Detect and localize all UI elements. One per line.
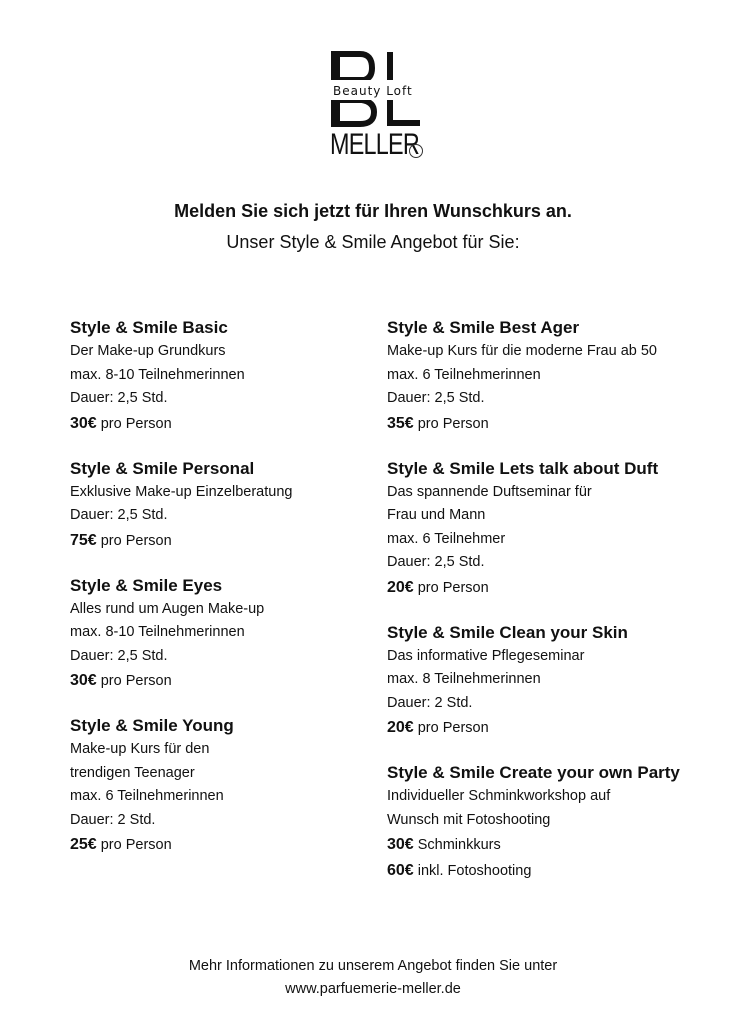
- course-price: [387, 832, 727, 858]
- course-detail: Dauer: 2,5 Std.: [70, 390, 168, 406]
- price-label: pro Person: [413, 579, 489, 596]
- course-block: [387, 621, 727, 742]
- price-label: pro Person: [96, 837, 172, 853]
- price-amount: 30€: [387, 836, 414, 853]
- course-price: [387, 715, 727, 741]
- course-detail: Alles rund um Augen Make-up: [70, 600, 265, 617]
- course-detail: max. 6 Teilnehmerinnen: [70, 788, 224, 804]
- course-block: [387, 316, 727, 437]
- course-price: [70, 832, 370, 858]
- bl-monogram: [300, 48, 450, 128]
- course-detail: Der Make-up Grundkurs: [70, 343, 226, 359]
- course-price: [70, 411, 370, 437]
- course-block: [70, 714, 370, 858]
- course-detail: Dauer: 2,5 Std.: [70, 647, 168, 664]
- price-label: pro Person: [96, 673, 172, 689]
- course-title: Style & Smile Lets talk about Duft: [387, 458, 659, 478]
- course-price: [387, 858, 727, 884]
- course-detail: Dauer: 2,5 Std.: [70, 507, 168, 523]
- price-label: Schminkkurs: [413, 837, 501, 853]
- footer: [0, 955, 746, 1001]
- price-label: pro Person: [96, 532, 172, 549]
- course-price: [387, 411, 727, 437]
- course-title: Style & Smile Young: [70, 716, 234, 735]
- price-amount: 75€: [70, 531, 97, 549]
- course-detail: Dauer: 2,5 Std.: [387, 554, 485, 570]
- footer-info-text: Mehr Informationen zu unserem Angebot finden Sie unter: [188, 958, 558, 974]
- course-column-right: [387, 316, 727, 904]
- course-detail: max. 8-10 Teilnehmerinnen: [70, 366, 245, 383]
- page-headline: Melden Sie sich jetzt für Ihren Wunschkurs an.: [174, 201, 572, 221]
- course-title: Style & Smile Best Ager: [387, 318, 580, 337]
- price-label: inkl. Fotoshooting: [413, 863, 532, 879]
- course-title: Style & Smile Clean your Skin: [387, 622, 628, 642]
- course-detail: Wunsch mit Fotoshooting: [387, 811, 551, 828]
- logo-subtitle: Beauty Loft: [333, 84, 413, 98]
- footer-website-link[interactable]: www.parfuemerie-meller.de: [285, 981, 461, 997]
- page-subline: Unser Style & Smile Angebot für Sie:: [226, 232, 520, 252]
- course-detail: trendigen Teenager: [70, 764, 195, 781]
- course-block: [70, 457, 370, 554]
- course-detail: Dauer: 2 Std.: [70, 811, 156, 828]
- course-block: [70, 316, 370, 437]
- course-title: Style & Smile Create your own Party: [387, 763, 680, 782]
- logo-mark-icon: [409, 144, 423, 158]
- course-block: [70, 574, 370, 695]
- price-amount: 35€: [387, 414, 414, 432]
- price-amount: 60€: [387, 862, 414, 879]
- course-detail: Exklusive Make-up Einzelberatung: [70, 483, 293, 500]
- course-detail: Dauer: 2 Std.: [387, 694, 473, 711]
- course-detail: max. 6 Teilnehmerinnen: [387, 366, 541, 383]
- course-detail: max. 6 Teilnehmer: [387, 530, 506, 547]
- course-detail: Das informative Pflegeseminar: [387, 647, 585, 664]
- price-amount: 30€: [70, 672, 97, 689]
- price-amount: 30€: [70, 414, 97, 432]
- price-amount: 25€: [70, 836, 97, 853]
- course-title: Style & Smile Eyes: [70, 575, 223, 595]
- price-amount: 20€: [387, 578, 414, 596]
- course-detail: Dauer: 2,5 Std.: [387, 390, 485, 406]
- course-price: [70, 668, 370, 694]
- course-detail: max. 8 Teilnehmerinnen: [387, 671, 541, 687]
- course-detail: Individueller Schminkworkshop auf: [387, 788, 611, 804]
- course-block: [387, 457, 727, 601]
- course-detail: Das spannende Duftseminar für: [387, 483, 592, 500]
- course-detail: Make-up Kurs für den: [70, 741, 210, 757]
- course-column-left: [70, 316, 370, 878]
- course-price: [387, 575, 727, 601]
- course-detail: Frau und Mann: [387, 507, 486, 523]
- course-price: [70, 528, 370, 554]
- brand-logo: [300, 48, 450, 178]
- logo-company-name: MELLER: [330, 128, 419, 161]
- price-amount: 20€: [387, 719, 414, 736]
- course-detail: max. 8-10 Teilnehmerinnen: [70, 624, 245, 640]
- course-title: Style & Smile Personal: [70, 458, 255, 478]
- course-detail: Make-up Kurs für die moderne Frau ab 50: [387, 343, 657, 359]
- price-label: pro Person: [413, 720, 489, 736]
- course-block: [387, 761, 727, 884]
- course-title: Style & Smile Basic: [70, 318, 228, 337]
- price-label: pro Person: [413, 415, 489, 432]
- price-label: pro Person: [96, 415, 172, 432]
